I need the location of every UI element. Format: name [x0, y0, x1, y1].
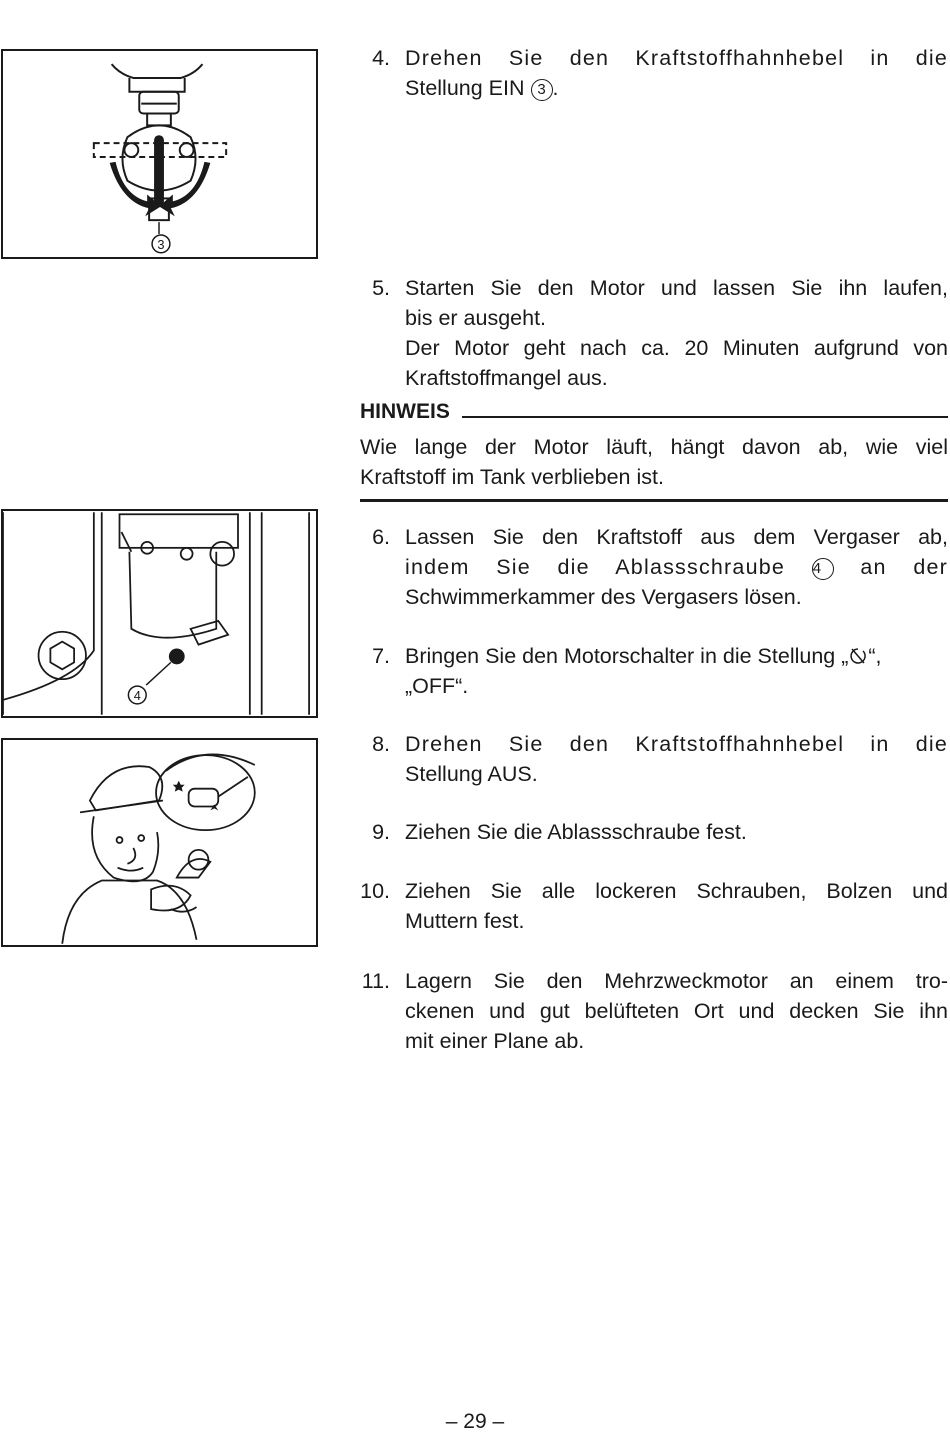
figure-carburetor-drain	[1, 509, 318, 718]
step-4	[360, 43, 948, 103]
note-heading	[360, 397, 948, 427]
step-9	[360, 817, 948, 847]
callout-3-label: 3	[157, 236, 165, 252]
step-text-line: Drehen Sie den Kraftstoffhahnhebel in die	[405, 732, 948, 756]
note-text-line: Wie lange der Motor läuft, hängt davon ab, wie viel	[360, 435, 948, 459]
figure-fuel-cock	[1, 49, 318, 259]
step-text-line: Bringen Sie den Motorschalter in die Stellung „ “,	[405, 644, 882, 668]
engine-stop-icon	[848, 646, 868, 666]
step-number: 4.	[372, 46, 390, 70]
step-text-line: indem Sie die Ablassschraube 4 an der	[405, 555, 948, 579]
step-text-line: Lagern Sie den Mehrzweckmotor an einem tro-	[405, 969, 948, 993]
step-text-line: ckenen und gut belüfteten Ort und decken Sie ihn	[405, 999, 948, 1023]
step-text-line: mit einer Plane ab.	[405, 1029, 585, 1053]
step-11	[360, 966, 948, 1056]
step-text-line: Drehen Sie den Kraftstoffhahnhebel in die	[405, 46, 948, 70]
step-8	[360, 729, 948, 789]
step-text-line: Stellung EIN 3 .	[405, 76, 559, 100]
step-text-line: „OFF“.	[405, 674, 469, 698]
carburetor-illustration	[3, 511, 316, 716]
step-number: 6.	[372, 525, 390, 549]
page-number: – 29 –	[445, 1410, 505, 1433]
callout-4-label: 4	[133, 687, 141, 703]
note-text-line: Kraftstoff im Tank verblieben ist.	[360, 465, 664, 489]
step-text-line: Ziehen Sie alle lockeren Schrauben, Bolzen und	[405, 879, 948, 903]
mechanic-illustration	[3, 740, 316, 945]
step-number: 8.	[372, 732, 390, 756]
step-text-line: Der Motor geht nach ca. 20 Minuten aufgrund von	[405, 336, 948, 360]
step-7	[360, 641, 948, 701]
step-text-line: bis er ausgeht.	[405, 306, 547, 330]
figure-mechanic	[1, 738, 318, 947]
step-text-line: Lassen Sie den Kraftstoff aus dem Vergaser ab,	[405, 525, 948, 549]
step-text-line: Ziehen Sie die Ablassschraube fest.	[405, 820, 747, 844]
fuel-cock-illustration	[3, 51, 316, 257]
step-number: 11.	[361, 969, 390, 993]
step-10	[360, 876, 948, 936]
step-6	[360, 522, 948, 612]
step-number: 7.	[372, 644, 390, 668]
step-text-line: Starten Sie den Motor und lassen Sie ihn laufen,	[405, 276, 948, 300]
step-text-line: Muttern fest.	[405, 909, 525, 933]
note-end-rule	[360, 499, 948, 502]
note-body	[360, 432, 948, 492]
callout-ref-4: 4	[812, 558, 834, 580]
step-text-line: Stellung AUS.	[405, 762, 538, 786]
step-text-line: Kraftstoffmangel aus.	[405, 366, 608, 390]
note-label: HINWEIS	[360, 400, 450, 423]
step-text-line: Schwimmerkammer des Vergasers lösen.	[405, 585, 802, 609]
step-number: 9.	[372, 820, 390, 844]
step-5	[360, 273, 948, 393]
step-number: 10.	[360, 879, 390, 903]
callout-ref-3: 3	[531, 79, 553, 101]
note-rule	[462, 416, 948, 418]
step-number: 5.	[372, 276, 390, 300]
